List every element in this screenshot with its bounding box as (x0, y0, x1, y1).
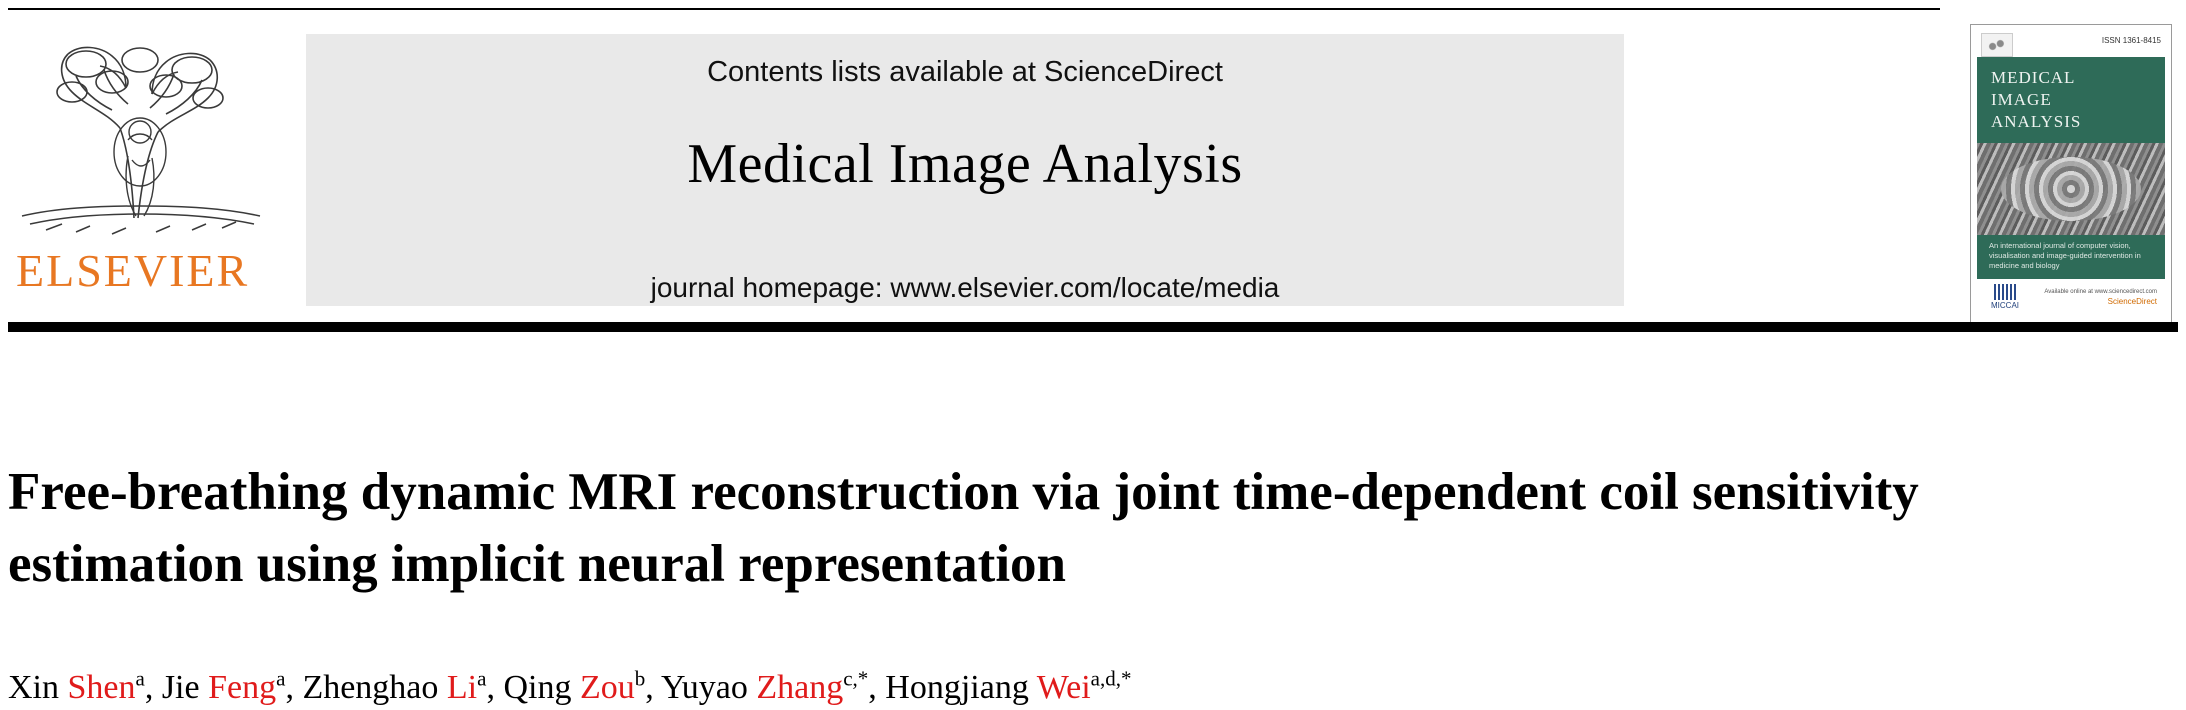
author-affiliation-marker: c,* (843, 666, 869, 691)
cover-brain-image (1977, 143, 2165, 235)
top-divider (8, 8, 1940, 10)
sciencedirect-sub: Available online at www.sciencedirect.com (2044, 289, 2157, 295)
article-title: Free-breathing dynamic MRI reconstruction via joint time-dependent coil sensitivity estimation using implicit neural representation (8, 462, 1919, 593)
author-given-name: Jie (161, 668, 209, 706)
author (503, 666, 661, 706)
author-given-name: Hongjiang (885, 668, 1037, 706)
author-separator: , (486, 668, 504, 706)
article-header (8, 420, 2128, 710)
author-separator: , (144, 668, 162, 706)
journal-info-band (306, 34, 1624, 306)
cover-elsevier-icon (1981, 33, 2013, 57)
masthead-bottom-rule (8, 322, 2178, 332)
author (885, 666, 1132, 706)
author-given-name: Qing (503, 668, 580, 706)
journal-homepage-line: journal homepage: www.elsevier.com/locate/media (650, 272, 1280, 303)
cover-issn: ISSN 1361-8415 (2101, 36, 2161, 45)
author (302, 666, 504, 706)
author-surname: Zou (579, 668, 635, 706)
author-given-name: Yuyao (660, 668, 757, 706)
author-separator: , (645, 668, 661, 706)
elsevier-logo (8, 16, 298, 306)
journal-cover-thumbnail (1970, 24, 2172, 324)
journal-masthead (8, 16, 2161, 310)
author-affiliation-marker: a (135, 666, 145, 691)
author (161, 666, 303, 706)
cover-bottom-bar (1977, 279, 2165, 317)
author-given-name: Xin (8, 668, 68, 706)
author-affiliation-marker: a (477, 666, 487, 691)
cover-title-line-2: IMAGE (1991, 90, 2052, 109)
cover-title-line-1: MEDICAL (1991, 68, 2076, 87)
miccai-logo (1985, 283, 2025, 313)
cover-artwork (1977, 31, 2165, 317)
author (660, 666, 886, 706)
author-surname: Shen (67, 668, 136, 706)
author-affiliation-marker: b (634, 666, 646, 691)
author-affiliation-marker: a,d,* (1090, 666, 1132, 691)
elsevier-wordmark: ELSEVIER (16, 245, 250, 296)
author-separator: , (868, 668, 886, 706)
sciencedirect-logo (2044, 287, 2157, 307)
author (8, 666, 162, 706)
sciencedirect-label: ScienceDirect (2107, 297, 2157, 306)
cover-title-line-3: ANALYSIS (1991, 112, 2082, 131)
cover-title (1991, 67, 2151, 133)
miccai-mark-icon (1994, 284, 2016, 300)
author-given-name: Zhenghao (302, 668, 447, 706)
author-separator: , (285, 668, 303, 706)
cover-caption: An international journal of computer vision, visualisation and image-guided intervention in medicine and biology (1989, 241, 2141, 270)
author-surname: Feng (208, 668, 277, 706)
cover-top-bar (1977, 31, 2165, 58)
miccai-label: MICCAI (1991, 301, 2019, 310)
journal-title: Medical Image Analysis (687, 133, 1243, 195)
author-list (8, 666, 2128, 710)
author-surname: Wei (1036, 668, 1091, 706)
author-affiliation-marker: a (276, 666, 286, 691)
author-surname: Li (446, 668, 478, 706)
contents-available-line: Contents lists available at ScienceDirect (707, 56, 1223, 88)
elsevier-tree-icon (16, 20, 266, 242)
author-surname: Zhang (756, 668, 844, 706)
